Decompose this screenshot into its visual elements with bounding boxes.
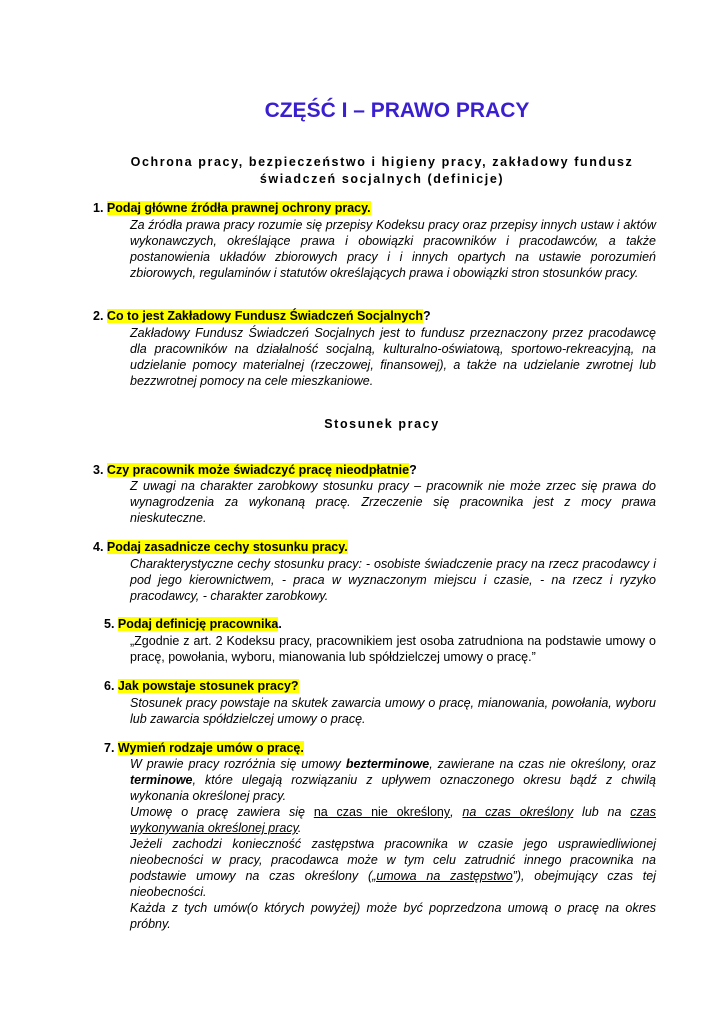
question-4 <box>93 540 348 554</box>
answer-7 <box>130 756 656 932</box>
question-suffix: ? <box>422 309 431 323</box>
text-span: Umowę o pracę zawiera się <box>130 805 314 819</box>
answer-4: Charakterystyczne cechy stosunku pracy: - osobiste świadczenie pracy na rzecz pracodawcy i pod jego kierownictwem, - praca w wyznaczonym miejscu i czasie, - na rzecz i ryzyko pracodawcy, - charakter zarobkowy. <box>130 557 656 603</box>
question-number: 4. <box>93 540 104 554</box>
question-text: Podaj definicję pracownika <box>117 617 279 631</box>
question-text: Jak powstaje stosunek pracy? <box>117 679 299 693</box>
underlined-term: czas wykonywania określonej pracy <box>130 805 656 835</box>
question-text: Wymień rodzaje umów o pracę. <box>117 741 304 755</box>
text-span: , które ulegają rozwiązaniu z upływem oznaczonego okresu bądź z chwilą wykonania określonej pracy. <box>130 773 656 803</box>
page-title: CZĘŚĆ I – PRAWO PRACY <box>264 99 530 122</box>
subtitle-line-1: Ochrona pracy, bezpieczeństwo i higieny pracy, zakładowy fundusz <box>130 155 634 169</box>
question-number: 2. <box>93 309 104 323</box>
section-heading: Stosunek pracy <box>324 417 440 431</box>
answer-6: Stosunek pracy powstaje na skutek zawarcia umowy o pracę, mianowania, powołania, wyboru lub zawarcia spółdzielczej umowy o pracę. <box>130 696 656 726</box>
answer-7-paragraph-3 <box>130 836 656 900</box>
text-span: W prawie pracy rozróżnia się umowy <box>130 757 346 771</box>
bold-term: terminowe <box>130 773 193 787</box>
question-text: Czy pracownik może świadczyć pracę nieodpłatnie <box>106 463 410 477</box>
underlined-term: na czas określony <box>462 805 574 819</box>
question-text: Co to jest Zakładowy Fundusz Świadczeń Socjalnych <box>106 309 423 323</box>
question-2 <box>93 309 431 323</box>
text-span: , zawierane na czas nie określony, oraz <box>429 757 656 771</box>
subtitle <box>90 154 674 188</box>
text-span: Jeżeli zachodzi konieczność zastępstwa pracownika w czasie jego usprawiedliwionej nieobecności w pracy, pracodawca może w tym celu zatrudnić innego pracownika na podstawie umowy na czas określony ( <box>130 837 656 883</box>
answer-5: „Zgodnie z art. 2 Kodeksu pracy, pracownikiem jest osoba zatrudniona na podstawie umowy o pracę, powołania, wyboru, mianowania lub spółdzielczej umowy o pracę.” <box>130 634 656 664</box>
underlined-term: „umowa na zastępstwo <box>372 869 513 883</box>
question-7 <box>104 741 304 755</box>
question-number: 1. <box>93 201 104 215</box>
question-3 <box>93 463 417 477</box>
text-span: ”), obejmujący czas tej nieobecności. <box>130 869 656 899</box>
bold-term: bezterminowe <box>345 757 430 771</box>
question-number: 6. <box>104 679 115 693</box>
subtitle-line-2: świadczeń socjalnych (definicje) <box>259 172 505 186</box>
answer-3: Z uwagi na charakter zarobkowy stosunku pracy – pracownik nie może zrzec się prawa do wynagrodzenia za wykonaną pracę. Zrzeczenie się pracownika jest z mocy prawa nieskuteczne. <box>130 479 656 525</box>
text-span: , <box>450 805 463 819</box>
text-span: . <box>297 821 302 835</box>
text-span: lub na <box>573 805 631 819</box>
question-text: Podaj główne źródła prawnej ochrony pracy. <box>106 201 371 215</box>
underlined-term: na czas nie określony <box>313 805 451 819</box>
question-number: 7. <box>104 741 115 755</box>
question-5 <box>104 617 282 631</box>
question-suffix: . <box>278 617 282 631</box>
answer-7-paragraph-1 <box>130 756 656 804</box>
answer-7-paragraph-2 <box>130 804 656 836</box>
question-text: Podaj zasadnicze cechy stosunku pracy. <box>106 540 348 554</box>
question-suffix: ? <box>409 463 417 477</box>
question-1 <box>93 201 371 215</box>
answer-7-paragraph-4: Każda z tych umów(o których powyżej) może być poprzedzona umową o pracę na okres próbny. <box>130 901 656 931</box>
question-6 <box>104 679 299 693</box>
answer-2: Zakładowy Fundusz Świadczeń Socjalnych jest to fundusz przeznaczony przez pracodawcę dla pracowników na działalność socjalną, kulturalno-oświatową, sportowo-rekreacyjną, na udzielanie pomocy materialnej (rzeczowej, finansowej), a także na udzielanie zwrotnej lub bezzwrotnej pomocy na cele mieszkaniowe. <box>130 326 656 388</box>
answer-1: Za źródła prawa pracy rozumie się przepisy Kodeksu pracy oraz przepisy innych ustaw i aktów wykonawczych, określające prawa i obowiązki pracowników i pracodawców, a także postanowienia układów zbiorowych pracy i i innych opartych na ustawie porozumień zbiorowych, regulaminów i statutów określających prawa i obowiązki stron stosunków pracy. <box>130 218 656 280</box>
question-number: 5. <box>104 617 115 631</box>
question-number: 3. <box>93 463 104 477</box>
